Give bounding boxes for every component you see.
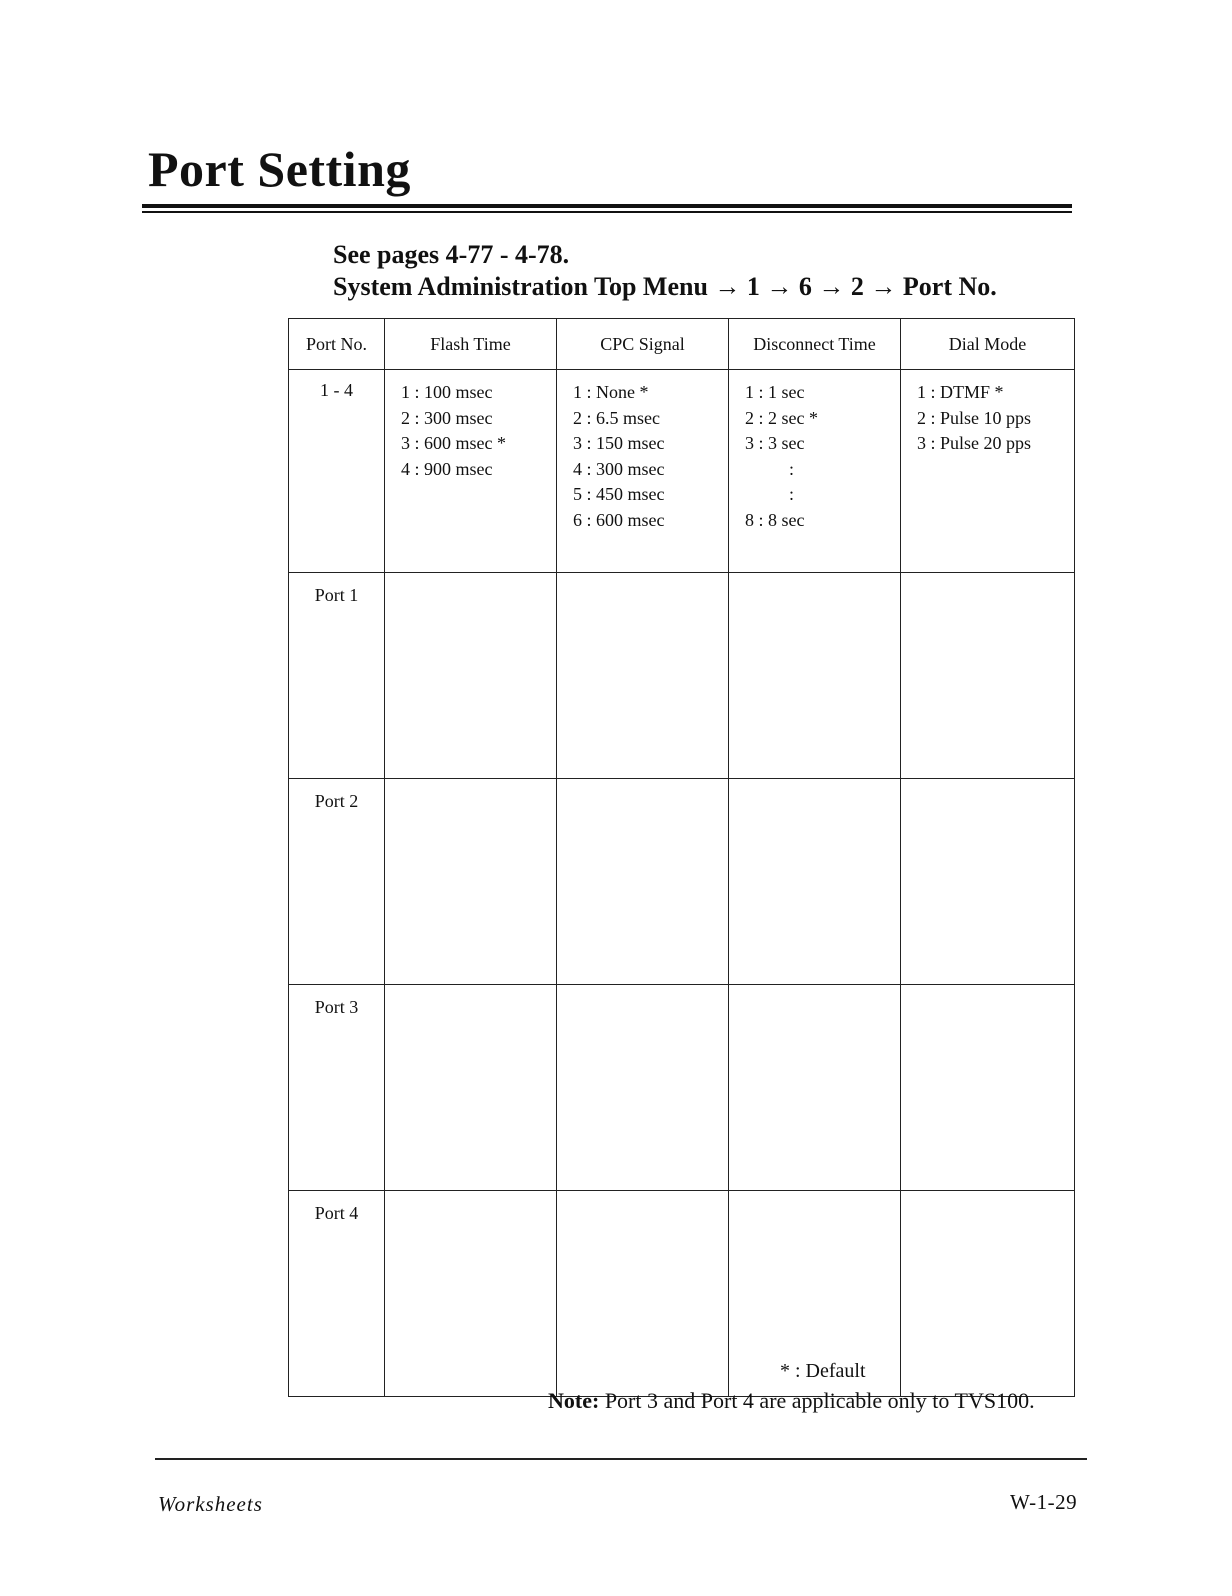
cpc-signal-options: [557, 370, 729, 573]
flash-time-entry[interactable]: [385, 1191, 557, 1397]
list-item: 2 : 300 msec: [401, 407, 493, 428]
dial-mode-entry[interactable]: [901, 573, 1075, 779]
disconnect-time-entry[interactable]: [729, 573, 901, 779]
list-item: 1 : None *: [573, 382, 649, 402]
list-item: 5 : 450 msec: [573, 484, 665, 504]
disconnect-time-options: [729, 370, 901, 573]
header-disconnect-time: Disconnect Time: [729, 319, 901, 370]
title-rule-thick: [142, 204, 1072, 208]
port-setting-table: [288, 318, 1075, 1397]
list-item: 6 : 600 msec: [573, 509, 665, 530]
header-dial-mode: Dial Mode: [901, 319, 1075, 370]
flash-time-entry[interactable]: [385, 985, 557, 1191]
table-row-port-2: [289, 779, 1075, 985]
table-row-port-1: [289, 573, 1075, 779]
port-label: Port 1: [289, 573, 385, 779]
note-label: Note:: [548, 1388, 600, 1413]
table-row-port-4: [289, 1191, 1075, 1397]
table-header-row: [289, 319, 1075, 370]
list-item-ellipsis: :: [789, 484, 795, 504]
list-item-ellipsis: :: [789, 458, 795, 479]
applicability-note: [548, 1388, 1035, 1414]
list-item: 2 : 2 sec *: [745, 407, 818, 428]
header-port-no: Port No.: [289, 319, 385, 370]
title-rule-thin: [142, 211, 1072, 213]
dial-mode-entry[interactable]: [901, 1191, 1075, 1397]
cpc-signal-entry[interactable]: [557, 985, 729, 1191]
page-number: W-1-29: [1010, 1490, 1078, 1514]
flash-time-entry[interactable]: [385, 573, 557, 779]
cpc-signal-entry[interactable]: [557, 1191, 729, 1397]
header-cpc-signal: CPC Signal: [557, 319, 729, 370]
page-title: Port Setting: [148, 141, 411, 197]
options-row: [289, 370, 1075, 573]
flash-time-options: [385, 370, 557, 573]
list-item: 4 : 300 msec: [573, 458, 665, 479]
list-item: 3 : Pulse 20 pps: [917, 433, 1032, 453]
dial-mode-entry[interactable]: [901, 985, 1075, 1191]
cpc-signal-entry[interactable]: [557, 779, 729, 985]
port-range: 1 - 4: [289, 370, 385, 573]
port-label: Port 2: [289, 779, 385, 985]
port-label: Port 3: [289, 985, 385, 1191]
dial-mode-entry[interactable]: [901, 779, 1075, 985]
list-item: 2 : Pulse 10 pps: [917, 407, 1032, 428]
list-item: 8 : 8 sec: [745, 509, 805, 530]
disconnect-time-entry[interactable]: [729, 985, 901, 1191]
disconnect-time-entry[interactable]: [729, 779, 901, 985]
list-item: 1 : 1 sec: [745, 382, 805, 402]
cpc-signal-entry[interactable]: [557, 573, 729, 779]
list-item: 3 : 150 msec: [573, 433, 665, 453]
page-reference: See pages 4-77 - 4-78.: [333, 240, 570, 269]
list-item: 2 : 6.5 msec: [573, 407, 660, 428]
footer-section: Worksheets: [158, 1492, 263, 1516]
footer-rule: [155, 1458, 1087, 1460]
menu-path: System Administration Top Menu → 1 → 6 → 2 → Port No.: [333, 272, 997, 301]
list-item: 1 : 100 msec: [401, 382, 493, 402]
list-item: 3 : 600 msec *: [401, 433, 506, 453]
dial-mode-options: [901, 370, 1075, 573]
note-text: Port 3 and Port 4 are applicable only to TVS100.: [604, 1388, 1035, 1413]
table-row-port-3: [289, 985, 1075, 1191]
default-legend: * : Default: [780, 1360, 866, 1382]
flash-time-entry[interactable]: [385, 779, 557, 985]
list-item: 3 : 3 sec: [745, 433, 805, 453]
list-item: 4 : 900 msec: [401, 458, 493, 479]
list-item: 1 : DTMF *: [917, 382, 1004, 402]
port-label: Port 4: [289, 1191, 385, 1397]
header-flash-time: Flash Time: [385, 319, 557, 370]
